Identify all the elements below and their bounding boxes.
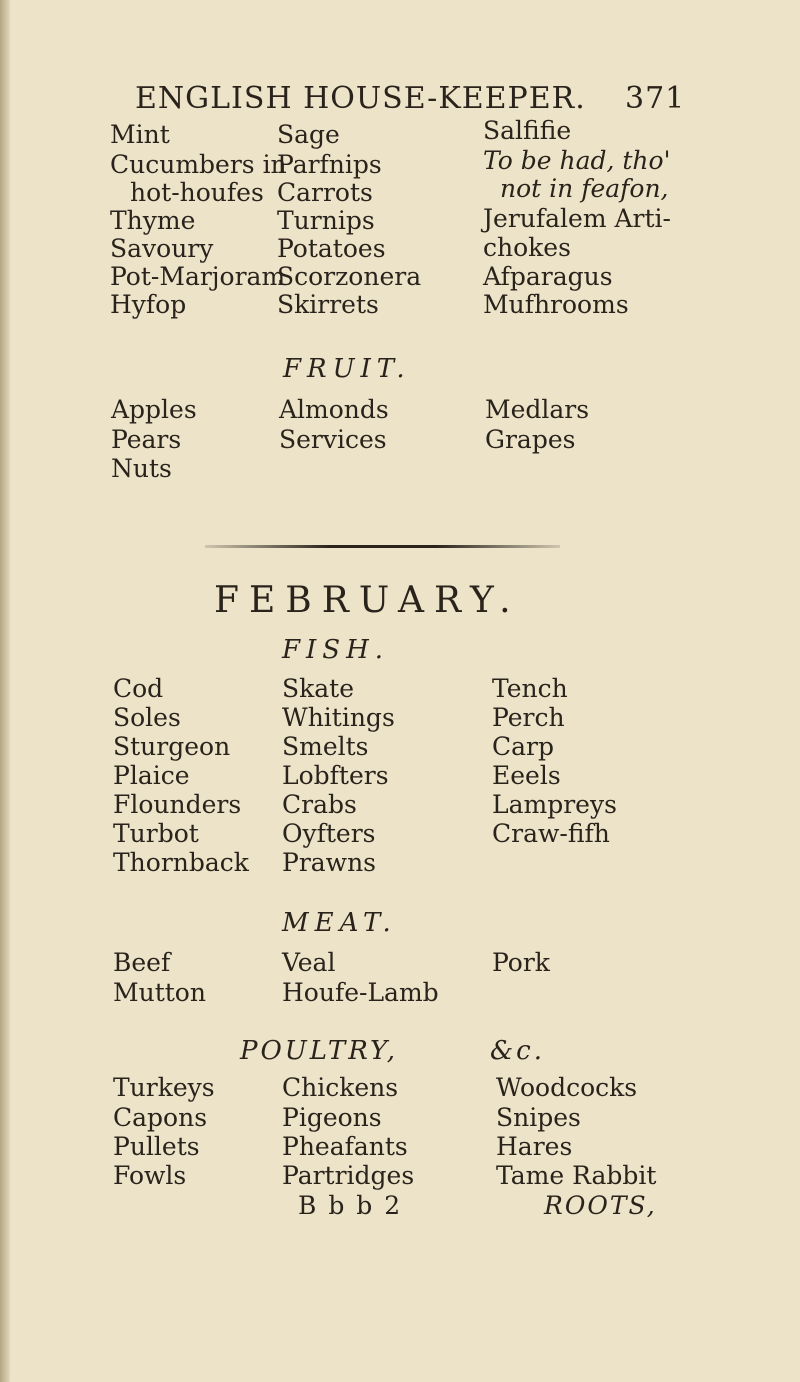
herb-item: hot-houfes [130,178,264,207]
fish-item: Oyfters [282,819,376,848]
page-number: 371 [625,81,686,116]
fish-item: Lobfters [282,761,389,790]
poultry-item: Fowls [113,1161,187,1190]
fruit-item: Grapes [485,425,576,454]
herb-note: To be had, tho' [483,146,671,175]
herb-item: Carrots [277,178,373,207]
herb-item: Sage [277,120,340,149]
fish-item: Skate [282,674,355,703]
herb-item: Jerufalem Arti- [483,204,671,233]
fish-item: Crabs [282,790,357,819]
fish-item: Cod [113,674,164,703]
fruit-item: Pears [111,425,182,454]
herb-item: chokes [483,233,571,262]
meat-item: Beef [113,948,171,977]
fish-item: Perch [492,703,565,732]
catchword: ROOTS, [544,1191,657,1220]
poultry-item: Partridges [282,1161,415,1190]
herb-item: Scorzonera [277,262,422,291]
fish-item: Craw-fifh [492,819,610,848]
fish-item: Plaice [113,761,190,790]
fish-item: Soles [113,703,181,732]
fish-item: Flounders [113,790,242,819]
poultry-item: Hares [496,1132,573,1161]
herb-item: Skirrets [277,290,379,319]
fish-item: Whitings [282,703,395,732]
fish-item: Lampreys [492,790,617,819]
poultry-item: Chickens [282,1073,399,1102]
herb-item: Salfifie [483,116,572,145]
fruit-item: Nuts [111,454,172,483]
meat-item: Houfe-Lamb [282,978,439,1007]
fish-item: Sturgeon [113,732,231,761]
fish-item: Eeels [492,761,561,790]
section-heading-fish: FISH. [282,635,390,665]
fruit-item: Almonds [279,395,389,424]
section-rule [205,545,560,548]
poultry-item: Snipes [496,1103,581,1132]
poultry-item: Pigeons [282,1103,382,1132]
fish-item: Carp [492,732,554,761]
poultry-item: Woodcocks [496,1073,638,1102]
herb-item: Pot-Marjoram [110,262,286,291]
fish-item: Smelts [282,732,369,761]
herb-item: Mufhrooms [483,290,629,319]
poultry-item: Capons [113,1103,208,1132]
page-edge [0,0,10,1382]
meat-item: Pork [492,948,550,977]
fruit-item: Services [279,425,387,454]
section-heading-suffix: &c. [490,1036,545,1066]
herb-item: Potatoes [277,234,386,263]
herb-item: Hyfop [110,290,187,319]
herb-item: Parfnips [277,150,382,179]
month-heading: FEBRUARY. [214,580,521,621]
herb-item: Cucumbers in [110,150,287,179]
signature-mark: B b b 2 [298,1191,403,1220]
poultry-item: Turkeys [113,1073,215,1102]
section-heading-meat: MEAT. [282,908,397,938]
fish-item: Turbot [113,819,199,848]
poultry-item: Pullets [113,1132,200,1161]
fish-item: Thornback [113,848,249,877]
running-head: ENGLISH HOUSE-KEEPER. [135,81,586,116]
section-heading-poultry: POULTRY, [240,1036,399,1066]
herb-note: not in feafon, [500,174,669,203]
fish-item: Tench [492,674,568,703]
section-heading-fruit: FRUIT. [283,354,411,384]
fruit-item: Apples [111,395,197,424]
herb-item: Savoury [110,234,214,263]
meat-item: Veal [282,948,336,977]
herb-item: Thyme [110,206,196,235]
fish-item: Prawns [282,848,377,877]
poultry-item: Pheafants [282,1132,408,1161]
poultry-item: Tame Rabbit [496,1161,657,1190]
herb-item: Turnips [277,206,375,235]
herb-item: Mint [110,120,170,149]
fruit-item: Medlars [485,395,590,424]
meat-item: Mutton [113,978,206,1007]
herb-item: Afparagus [483,262,613,291]
